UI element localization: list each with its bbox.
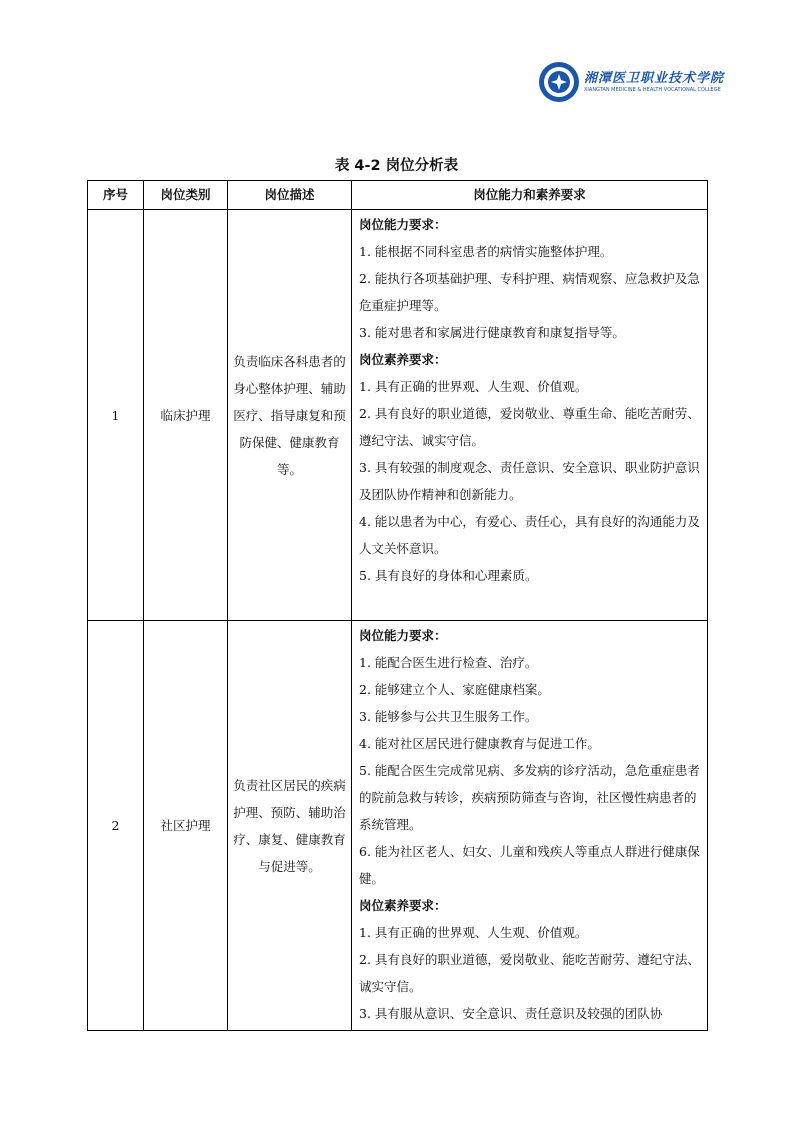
ability-item: 3. 能够参与公共卫生服务工作。 [359,709,538,724]
quality-title: 岗位素养要求： [359,352,447,367]
ability-item: 2. 能执行各项基础护理、专科护理、病情观察、应急救护及急危重症护理等。 [359,271,700,313]
header-category: 岗位类别 [144,181,228,210]
job-analysis-table [87,180,708,1031]
ability-title: 岗位能力要求： [359,628,447,643]
school-emblem-icon [538,61,580,103]
quality-item: 2. 具有良好的职业道德，爱岗敬业、能吃苦耐劳、遵纪守法、诚实守信。 [359,952,700,994]
ability-item: 6. 能为社区老人、妇女、儿童和残疾人等重点人群进行健康保健。 [359,844,700,886]
quality-item: 1. 具有正确的世界观、人生观、价值观。 [359,925,588,940]
school-logo [538,61,725,107]
ability-item: 4. 能对社区居民进行健康教育与促进工作。 [359,736,600,751]
header-no: 序号 [88,181,144,210]
school-name-en: XIANGTAN MEDICINE & HEALTH VOCATIONAL COLLEGE [584,87,721,93]
ability-title: 岗位能力要求： [359,217,447,232]
quality-item: 5. 具有良好的身体和心理素质。 [359,568,538,583]
table-row [88,621,708,1031]
quality-item: 3. 具有服从意识、安全意识、责任意识及较强的团队协 [359,1006,663,1021]
row-description: 负责临床各科患者的身心整体护理、辅助医疗、指导康复和预防保健、健康教育等。 [228,210,352,621]
row-category: 社区护理 [144,621,228,1031]
ability-item: 1. 能根据不同科室患者的病情实施整体护理。 [359,244,613,259]
row-no: 2 [88,621,144,1031]
row-category: 临床护理 [144,210,228,621]
quality-title: 岗位素养要求： [359,898,447,913]
header-requirements: 岗位能力和素养要求 [352,181,708,210]
quality-item: 4. 能以患者为中心，有爱心、责任心，具有良好的沟通能力及人文关怀意识。 [359,514,700,556]
header-description: 岗位描述 [228,181,352,210]
table-header-row [88,181,708,210]
ability-item: 5. 能配合医生完成常见病、多发病的诊疗活动，急危重症患者的院前急救与转诊，疾病预防筛查与咨询，社区慢性病患者的系统管理。 [359,763,700,832]
table-caption: 表 4-2 岗位分析表 [334,158,459,174]
quality-item: 1. 具有正确的世界观、人生观、价值观。 [359,379,588,394]
ability-item: 1. 能配合医生进行检查、治疗。 [359,655,538,670]
row-description: 负责社区居民的疾病护理、预防、辅助治疗、康复、健康教育与促进等。 [228,621,352,1031]
row-requirements [352,210,708,621]
row-no: 1 [88,210,144,621]
table-row [88,210,708,621]
ability-item: 2. 能够建立个人、家庭健康档案。 [359,682,550,697]
quality-item: 2. 具有良好的职业道德，爱岗敬业、尊重生命、能吃苦耐劳、遵纪守法、诚实守信。 [359,406,700,448]
ability-item: 3. 能对患者和家属进行健康教育和康复指导等。 [359,325,625,340]
school-name-cn: 湘潭医卫职业技术学院 [584,71,725,86]
row-requirements [352,621,708,1031]
quality-item: 3. 具有较强的制度观念、责任意识、安全意识、职业防护意识及团队协作精神和创新能力。 [359,460,700,502]
